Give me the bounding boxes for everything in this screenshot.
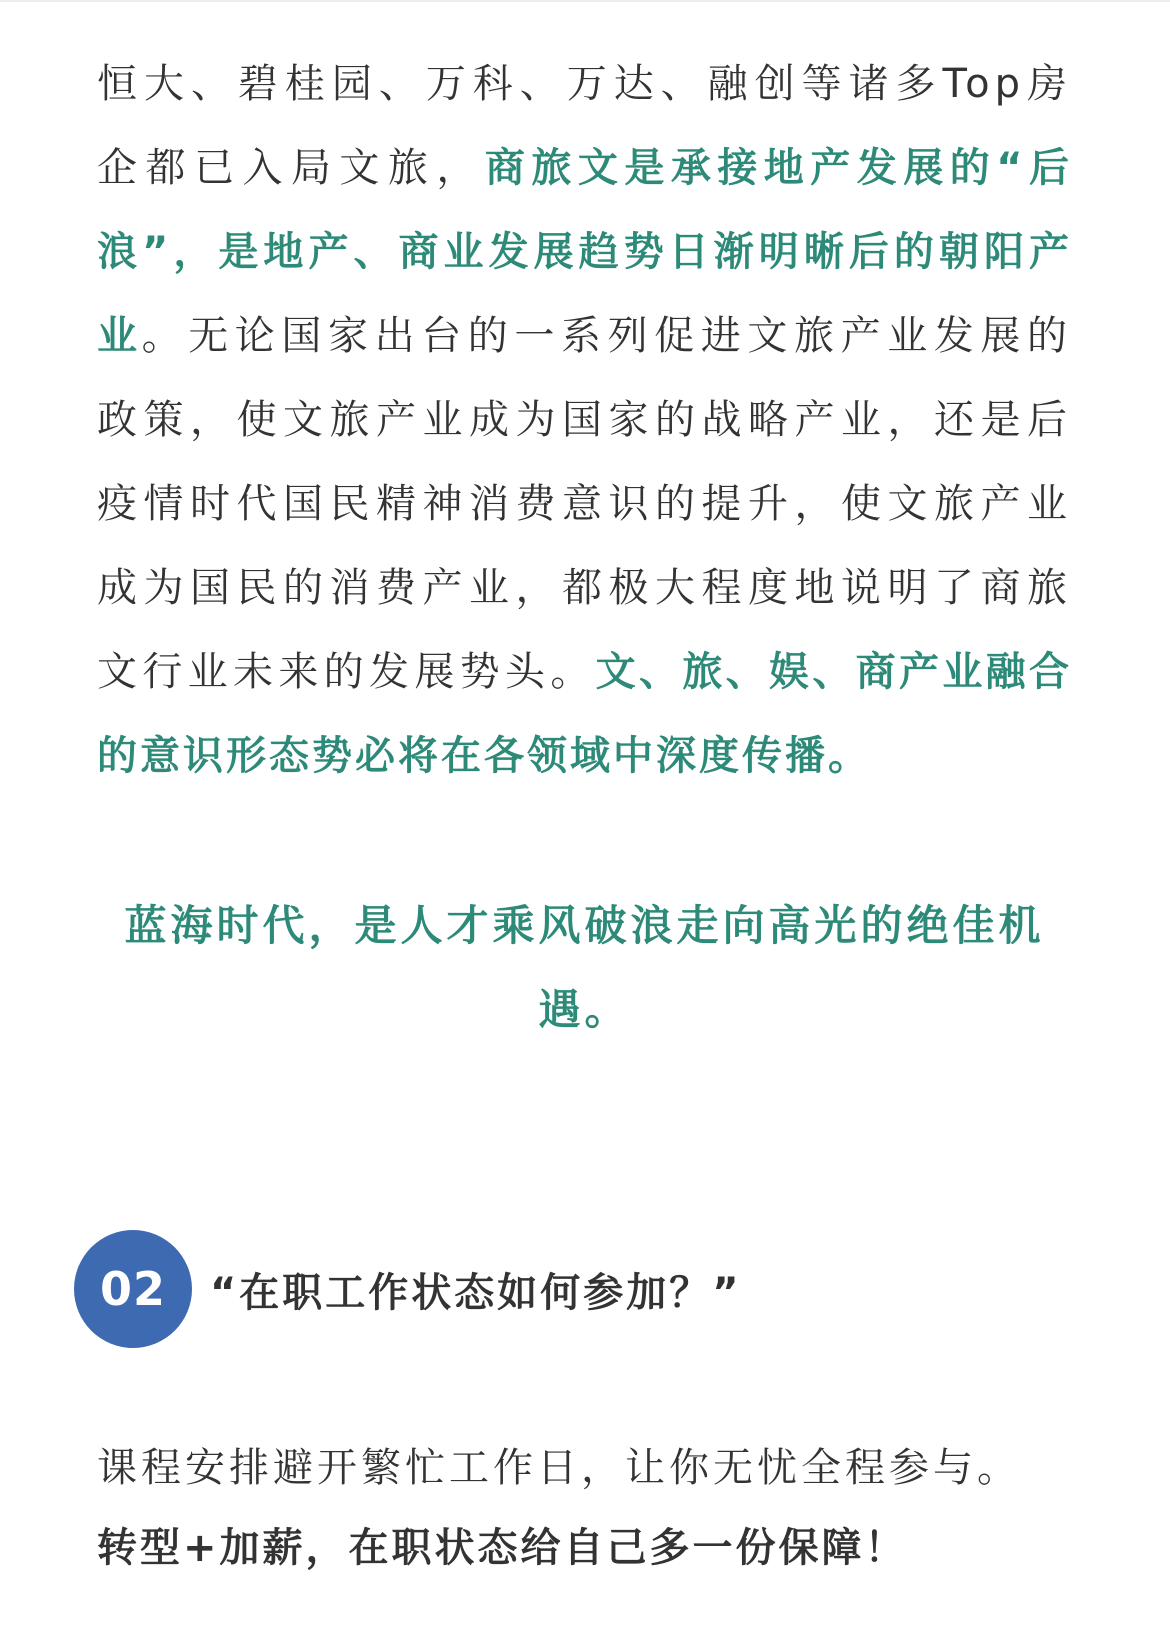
section-number-badge: 02 [74, 1230, 192, 1348]
intro-highlight-2: 文、旅、娱、商产业融合的意识形态势必将在各领域中深度传播。 [97, 649, 1073, 779]
top-divider [0, 0, 1170, 2]
intro-text-1: 恒大、碧桂园、万科、万达、融创等诸多Top房企都已入局文旅， [97, 61, 1072, 191]
section-title: “在职工作状态如何参加？” [210, 1269, 742, 1316]
blue-ocean-callout: 蓝海时代，是人才乘风破浪走向高光的绝佳机遇。 [124, 901, 1045, 1034]
intro-text-2: 。无论国家出台的一系列促进文旅产业发展的政策，使文旅产业成为国家的战略产业，还是后疫情时代国民精神消费意识的提升，使文旅产业成为国民的消费产业，都极大程度地说明了商旅文行业未来的发展势头。 [97, 313, 1073, 695]
intro-highlight-1: 商旅文是承接地产发展的“后浪”，是地产、商业发展趋势日渐明晰后的朝阳产业 [97, 145, 1073, 359]
schedule-text: 课程安排避开繁忙工作日，让你无忧全程参与。 [97, 1445, 1021, 1491]
intro-paragraph [97, 42, 1072, 798]
section-header [74, 1230, 742, 1348]
benefit-text: 转型+加薪，在职状态给自己多一份保障！ [97, 1525, 908, 1571]
